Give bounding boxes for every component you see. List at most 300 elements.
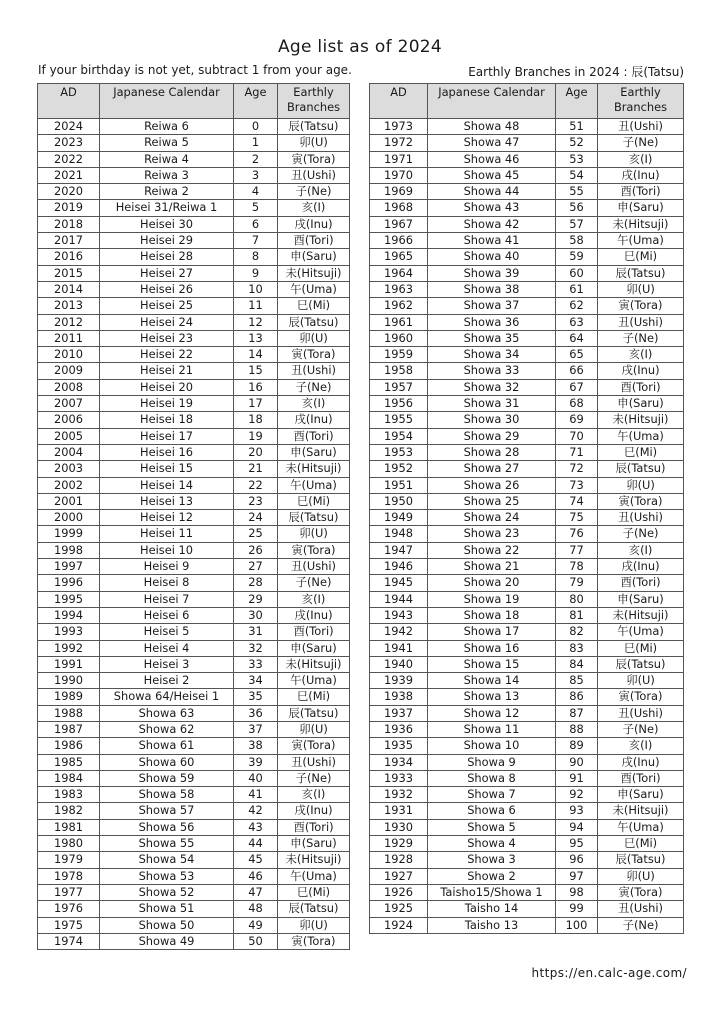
cell-age: 100 — [556, 917, 598, 933]
cell-earthly-branch: 亥(I) — [598, 542, 684, 558]
cell-age: 12 — [234, 314, 278, 330]
cell-earthly-branch: 戌(Inu) — [278, 412, 350, 428]
cell-age: 9 — [234, 265, 278, 281]
cell-earthly-branch: 戌(Inu) — [278, 607, 350, 623]
table-row — [38, 184, 350, 200]
cell-japanese-calendar: Showa 5 — [428, 819, 556, 835]
table-row — [370, 575, 684, 591]
cell-ad: 2006 — [38, 412, 100, 428]
table-row — [370, 917, 684, 933]
table-header-row — [38, 84, 350, 119]
cell-japanese-calendar: Heisei 16 — [100, 444, 234, 460]
cell-age: 56 — [556, 200, 598, 216]
cell-japanese-calendar: Showa 23 — [428, 526, 556, 542]
cell-age: 18 — [234, 412, 278, 428]
table-row — [370, 803, 684, 819]
cell-age: 59 — [556, 249, 598, 265]
table-row — [38, 933, 350, 949]
cell-earthly-branch: 子(Ne) — [598, 721, 684, 737]
cell-ad: 2015 — [38, 265, 100, 281]
table-body-left — [38, 119, 350, 950]
cell-japanese-calendar: Heisei 30 — [100, 216, 234, 232]
cell-age: 67 — [556, 379, 598, 395]
cell-age: 63 — [556, 314, 598, 330]
cell-ad: 1996 — [38, 575, 100, 591]
cell-age: 89 — [556, 738, 598, 754]
cell-japanese-calendar: Heisei 7 — [100, 591, 234, 607]
cell-japanese-calendar: Reiwa 3 — [100, 167, 234, 183]
cell-japanese-calendar: Showa 11 — [428, 721, 556, 737]
table-row — [370, 281, 684, 297]
cell-japanese-calendar: Showa 36 — [428, 314, 556, 330]
cell-age: 24 — [234, 510, 278, 526]
cell-japanese-calendar: Heisei 14 — [100, 477, 234, 493]
cell-ad: 1959 — [370, 347, 428, 363]
cell-age: 36 — [234, 705, 278, 721]
cell-age: 55 — [556, 184, 598, 200]
cell-ad: 1973 — [370, 119, 428, 135]
cell-japanese-calendar: Showa 61 — [100, 738, 234, 754]
cell-japanese-calendar: Showa 49 — [100, 933, 234, 949]
table-row — [370, 119, 684, 135]
cell-earthly-branch: 寅(Tora) — [278, 542, 350, 558]
cell-japanese-calendar: Heisei 19 — [100, 396, 234, 412]
cell-ad: 1939 — [370, 673, 428, 689]
cell-age: 70 — [556, 428, 598, 444]
cell-japanese-calendar: Heisei 5 — [100, 624, 234, 640]
table-row — [370, 542, 684, 558]
table-row — [38, 265, 350, 281]
table-row — [370, 559, 684, 575]
cell-ad: 2019 — [38, 200, 100, 216]
cell-earthly-branch: 子(Ne) — [278, 184, 350, 200]
cell-age: 65 — [556, 347, 598, 363]
cell-ad: 1984 — [38, 770, 100, 786]
table-row — [370, 738, 684, 754]
cell-age: 64 — [556, 330, 598, 346]
cell-ad: 1985 — [38, 754, 100, 770]
cell-ad: 1949 — [370, 510, 428, 526]
cell-age: 25 — [234, 526, 278, 542]
cell-japanese-calendar: Heisei 17 — [100, 428, 234, 444]
cell-age: 93 — [556, 803, 598, 819]
cell-ad: 1962 — [370, 298, 428, 314]
cell-earthly-branch: 卯(U) — [598, 477, 684, 493]
table-row — [38, 216, 350, 232]
table-row — [38, 819, 350, 835]
cell-japanese-calendar: Showa 27 — [428, 461, 556, 477]
cell-japanese-calendar: Showa 21 — [428, 559, 556, 575]
cell-earthly-branch: 寅(Tora) — [598, 298, 684, 314]
table-row — [38, 119, 350, 135]
table-row — [38, 347, 350, 363]
cell-age: 38 — [234, 738, 278, 754]
cell-earthly-branch: 辰(Tatsu) — [598, 265, 684, 281]
cell-earthly-branch: 亥(I) — [278, 787, 350, 803]
cell-japanese-calendar: Taisho 13 — [428, 917, 556, 933]
cell-age: 1 — [234, 135, 278, 151]
table-row — [38, 233, 350, 249]
table-row — [38, 836, 350, 852]
cell-japanese-calendar: Showa 9 — [428, 754, 556, 770]
table-row — [38, 330, 350, 346]
cell-age: 13 — [234, 330, 278, 346]
cell-earthly-branch: 未(Hitsuji) — [278, 852, 350, 868]
cell-ad: 1958 — [370, 363, 428, 379]
table-row — [370, 607, 684, 623]
cell-age: 22 — [234, 477, 278, 493]
earthly-branch-note: Earthly Branches in 2024 : 辰(Tatsu) — [468, 65, 684, 79]
cell-japanese-calendar: Showa 28 — [428, 444, 556, 460]
cell-ad: 1925 — [370, 901, 428, 917]
table-row — [38, 868, 350, 884]
cell-age: 34 — [234, 673, 278, 689]
cell-age: 83 — [556, 640, 598, 656]
table-row — [370, 347, 684, 363]
cell-ad: 2021 — [38, 167, 100, 183]
cell-age: 7 — [234, 233, 278, 249]
cell-earthly-branch: 戌(Inu) — [598, 754, 684, 770]
cell-ad: 2000 — [38, 510, 100, 526]
cell-japanese-calendar: Showa 45 — [428, 167, 556, 183]
table-row — [38, 640, 350, 656]
cell-age: 52 — [556, 135, 598, 151]
cell-age: 28 — [234, 575, 278, 591]
cell-earthly-branch: 酉(Tori) — [278, 428, 350, 444]
cell-ad: 1950 — [370, 493, 428, 509]
cell-age: 94 — [556, 819, 598, 835]
cell-age: 72 — [556, 461, 598, 477]
cell-earthly-branch: 午(Uma) — [598, 233, 684, 249]
cell-earthly-branch: 辰(Tatsu) — [278, 901, 350, 917]
cell-japanese-calendar: Heisei 24 — [100, 314, 234, 330]
table-row — [38, 754, 350, 770]
cell-ad: 2008 — [38, 379, 100, 395]
cell-ad: 1986 — [38, 738, 100, 754]
table-row — [38, 738, 350, 754]
cell-earthly-branch: 丑(Ushi) — [598, 510, 684, 526]
cell-earthly-branch: 戌(Inu) — [598, 167, 684, 183]
cell-age: 5 — [234, 200, 278, 216]
cell-earthly-branch: 子(Ne) — [278, 379, 350, 395]
cell-japanese-calendar: Showa 12 — [428, 705, 556, 721]
table-row — [38, 281, 350, 297]
table-row — [38, 135, 350, 151]
cell-earthly-branch: 酉(Tori) — [278, 819, 350, 835]
cell-earthly-branch: 戌(Inu) — [598, 559, 684, 575]
cell-earthly-branch: 未(Hitsuji) — [598, 216, 684, 232]
cell-ad: 1927 — [370, 868, 428, 884]
table-row — [38, 787, 350, 803]
cell-earthly-branch: 卯(U) — [598, 281, 684, 297]
table-row — [38, 379, 350, 395]
cell-earthly-branch: 子(Ne) — [278, 770, 350, 786]
cell-age: 26 — [234, 542, 278, 558]
cell-earthly-branch: 申(Saru) — [278, 836, 350, 852]
cell-earthly-branch: 丑(Ushi) — [278, 363, 350, 379]
table-row — [38, 575, 350, 591]
cell-age: 8 — [234, 249, 278, 265]
cell-ad: 1975 — [38, 917, 100, 933]
cell-age: 0 — [234, 119, 278, 135]
cell-earthly-branch: 未(Hitsuji) — [278, 656, 350, 672]
cell-age: 53 — [556, 151, 598, 167]
cell-japanese-calendar: Showa 24 — [428, 510, 556, 526]
table-row — [370, 330, 684, 346]
table-row — [38, 901, 350, 917]
cell-ad: 1944 — [370, 591, 428, 607]
cell-japanese-calendar: Showa 14 — [428, 673, 556, 689]
table-row — [38, 493, 350, 509]
cell-japanese-calendar: Showa 17 — [428, 624, 556, 640]
table-row — [370, 412, 684, 428]
cell-age: 16 — [234, 379, 278, 395]
table-row — [370, 167, 684, 183]
cell-ad: 1928 — [370, 852, 428, 868]
cell-ad: 1992 — [38, 640, 100, 656]
cell-age: 2 — [234, 151, 278, 167]
cell-age: 62 — [556, 298, 598, 314]
cell-japanese-calendar: Showa 60 — [100, 754, 234, 770]
cell-age: 71 — [556, 444, 598, 460]
cell-japanese-calendar: Showa 7 — [428, 787, 556, 803]
header-japanese-calendar: Japanese Calendar — [100, 84, 234, 119]
table-row — [38, 298, 350, 314]
cell-age: 73 — [556, 477, 598, 493]
cell-age: 75 — [556, 510, 598, 526]
cell-ad: 1981 — [38, 819, 100, 835]
table-row — [370, 510, 684, 526]
cell-ad: 2024 — [38, 119, 100, 135]
cell-ad: 2011 — [38, 330, 100, 346]
cell-earthly-branch: 申(Saru) — [598, 591, 684, 607]
cell-age: 3 — [234, 167, 278, 183]
cell-age: 99 — [556, 901, 598, 917]
cell-age: 84 — [556, 656, 598, 672]
cell-age: 32 — [234, 640, 278, 656]
cell-age: 21 — [234, 461, 278, 477]
cell-ad: 1963 — [370, 281, 428, 297]
cell-japanese-calendar: Showa 18 — [428, 607, 556, 623]
cell-earthly-branch: 戌(Inu) — [278, 216, 350, 232]
cell-japanese-calendar: Heisei 9 — [100, 559, 234, 575]
table-row — [370, 624, 684, 640]
table-row — [38, 542, 350, 558]
cell-earthly-branch: 丑(Ushi) — [278, 559, 350, 575]
cell-age: 97 — [556, 868, 598, 884]
cell-japanese-calendar: Showa 37 — [428, 298, 556, 314]
cell-japanese-calendar: Heisei 13 — [100, 493, 234, 509]
table-row — [370, 884, 684, 900]
cell-earthly-branch: 未(Hitsuji) — [598, 803, 684, 819]
cell-ad: 1954 — [370, 428, 428, 444]
cell-japanese-calendar: Showa 44 — [428, 184, 556, 200]
cell-ad: 1935 — [370, 738, 428, 754]
cell-japanese-calendar: Showa 39 — [428, 265, 556, 281]
cell-earthly-branch: 巳(Mi) — [278, 884, 350, 900]
table-row — [38, 477, 350, 493]
birthday-note: If your birthday is not yet, subtract 1 from your age. — [38, 63, 352, 77]
cell-japanese-calendar: Heisei 25 — [100, 298, 234, 314]
footer-url[interactable]: https://en.calc-age.com/ — [531, 966, 687, 980]
cell-japanese-calendar: Showa 46 — [428, 151, 556, 167]
age-table-right — [369, 83, 684, 934]
cell-ad: 1942 — [370, 624, 428, 640]
cell-age: 90 — [556, 754, 598, 770]
cell-earthly-branch: 午(Uma) — [278, 868, 350, 884]
cell-japanese-calendar: Showa 38 — [428, 281, 556, 297]
cell-japanese-calendar: Heisei 26 — [100, 281, 234, 297]
table-row — [38, 461, 350, 477]
cell-japanese-calendar: Showa 26 — [428, 477, 556, 493]
cell-ad: 2010 — [38, 347, 100, 363]
cell-japanese-calendar: Showa 40 — [428, 249, 556, 265]
cell-ad: 2005 — [38, 428, 100, 444]
table-row — [38, 559, 350, 575]
cell-ad: 1965 — [370, 249, 428, 265]
cell-age: 46 — [234, 868, 278, 884]
cell-age: 51 — [556, 119, 598, 135]
table-row — [38, 249, 350, 265]
cell-earthly-branch: 丑(Ushi) — [278, 167, 350, 183]
cell-earthly-branch: 辰(Tatsu) — [598, 852, 684, 868]
cell-ad: 1979 — [38, 852, 100, 868]
cell-japanese-calendar: Showa 59 — [100, 770, 234, 786]
cell-japanese-calendar: Showa 64/Heisei 1 — [100, 689, 234, 705]
cell-age: 10 — [234, 281, 278, 297]
cell-japanese-calendar: Showa 16 — [428, 640, 556, 656]
table-row — [38, 803, 350, 819]
cell-ad: 1990 — [38, 673, 100, 689]
cell-earthly-branch: 辰(Tatsu) — [598, 656, 684, 672]
cell-earthly-branch: 亥(I) — [598, 347, 684, 363]
cell-ad: 1934 — [370, 754, 428, 770]
cell-earthly-branch: 亥(I) — [598, 151, 684, 167]
cell-earthly-branch: 寅(Tora) — [278, 738, 350, 754]
table-row — [38, 428, 350, 444]
cell-ad: 1961 — [370, 314, 428, 330]
header-branches-line1: Earthly — [293, 85, 334, 99]
cell-japanese-calendar: Heisei 18 — [100, 412, 234, 428]
cell-earthly-branch: 酉(Tori) — [598, 770, 684, 786]
cell-age: 29 — [234, 591, 278, 607]
cell-japanese-calendar: Heisei 3 — [100, 656, 234, 672]
table-row — [38, 444, 350, 460]
cell-earthly-branch: 戌(Inu) — [278, 803, 350, 819]
cell-earthly-branch: 申(Saru) — [598, 787, 684, 803]
cell-earthly-branch: 卯(U) — [278, 330, 350, 346]
cell-earthly-branch: 酉(Tori) — [278, 624, 350, 640]
cell-earthly-branch: 丑(Ushi) — [278, 754, 350, 770]
cell-ad: 1967 — [370, 216, 428, 232]
cell-age: 42 — [234, 803, 278, 819]
cell-japanese-calendar: Reiwa 5 — [100, 135, 234, 151]
table-row — [38, 624, 350, 640]
table-row — [370, 836, 684, 852]
cell-ad: 1951 — [370, 477, 428, 493]
cell-japanese-calendar: Showa 34 — [428, 347, 556, 363]
cell-earthly-branch: 午(Uma) — [598, 819, 684, 835]
cell-earthly-branch: 未(Hitsuji) — [278, 265, 350, 281]
cell-age: 20 — [234, 444, 278, 460]
cell-japanese-calendar: Showa 4 — [428, 836, 556, 852]
cell-age: 44 — [234, 836, 278, 852]
cell-ad: 1960 — [370, 330, 428, 346]
cell-ad: 1938 — [370, 689, 428, 705]
table-row — [38, 673, 350, 689]
cell-ad: 1969 — [370, 184, 428, 200]
cell-japanese-calendar: Heisei 8 — [100, 575, 234, 591]
cell-japanese-calendar: Taisho 14 — [428, 901, 556, 917]
cell-earthly-branch: 辰(Tatsu) — [278, 510, 350, 526]
cell-ad: 1993 — [38, 624, 100, 640]
cell-japanese-calendar: Showa 52 — [100, 884, 234, 900]
cell-japanese-calendar: Showa 42 — [428, 216, 556, 232]
cell-age: 76 — [556, 526, 598, 542]
cell-earthly-branch: 申(Saru) — [598, 396, 684, 412]
cell-earthly-branch: 寅(Tora) — [598, 689, 684, 705]
cell-japanese-calendar: Heisei 11 — [100, 526, 234, 542]
table-row — [370, 151, 684, 167]
table-row — [370, 689, 684, 705]
header-ad: AD — [38, 84, 100, 119]
cell-earthly-branch: 卯(U) — [278, 917, 350, 933]
cell-ad: 1952 — [370, 461, 428, 477]
cell-earthly-branch: 子(Ne) — [278, 575, 350, 591]
cell-age: 33 — [234, 656, 278, 672]
cell-earthly-branch: 巳(Mi) — [278, 298, 350, 314]
cell-age: 91 — [556, 770, 598, 786]
cell-earthly-branch: 卯(U) — [598, 868, 684, 884]
cell-japanese-calendar: Showa 57 — [100, 803, 234, 819]
table-row — [370, 754, 684, 770]
cell-japanese-calendar: Showa 43 — [428, 200, 556, 216]
cell-ad: 1983 — [38, 787, 100, 803]
cell-ad: 1971 — [370, 151, 428, 167]
cell-age: 27 — [234, 559, 278, 575]
table-row — [370, 379, 684, 395]
cell-ad: 1972 — [370, 135, 428, 151]
cell-age: 49 — [234, 917, 278, 933]
table-row — [370, 721, 684, 737]
cell-ad: 1982 — [38, 803, 100, 819]
cell-japanese-calendar: Heisei 23 — [100, 330, 234, 346]
cell-age: 23 — [234, 493, 278, 509]
header-age: Age — [234, 84, 278, 119]
cell-earthly-branch: 酉(Tori) — [598, 379, 684, 395]
cell-earthly-branch: 卯(U) — [278, 526, 350, 542]
header-age: Age — [556, 84, 598, 119]
header-japanese-calendar: Japanese Calendar — [428, 84, 556, 119]
cell-ad: 1936 — [370, 721, 428, 737]
cell-ad: 1946 — [370, 559, 428, 575]
cell-ad: 2022 — [38, 151, 100, 167]
cell-age: 57 — [556, 216, 598, 232]
table-row — [370, 591, 684, 607]
cell-age: 15 — [234, 363, 278, 379]
cell-age: 37 — [234, 721, 278, 737]
cell-ad: 2007 — [38, 396, 100, 412]
cell-age: 4 — [234, 184, 278, 200]
table-row — [370, 673, 684, 689]
cell-ad: 2003 — [38, 461, 100, 477]
cell-age: 69 — [556, 412, 598, 428]
cell-japanese-calendar: Heisei 4 — [100, 640, 234, 656]
cell-earthly-branch: 寅(Tora) — [278, 151, 350, 167]
table-row — [370, 428, 684, 444]
table-row — [38, 412, 350, 428]
cell-ad: 2009 — [38, 363, 100, 379]
